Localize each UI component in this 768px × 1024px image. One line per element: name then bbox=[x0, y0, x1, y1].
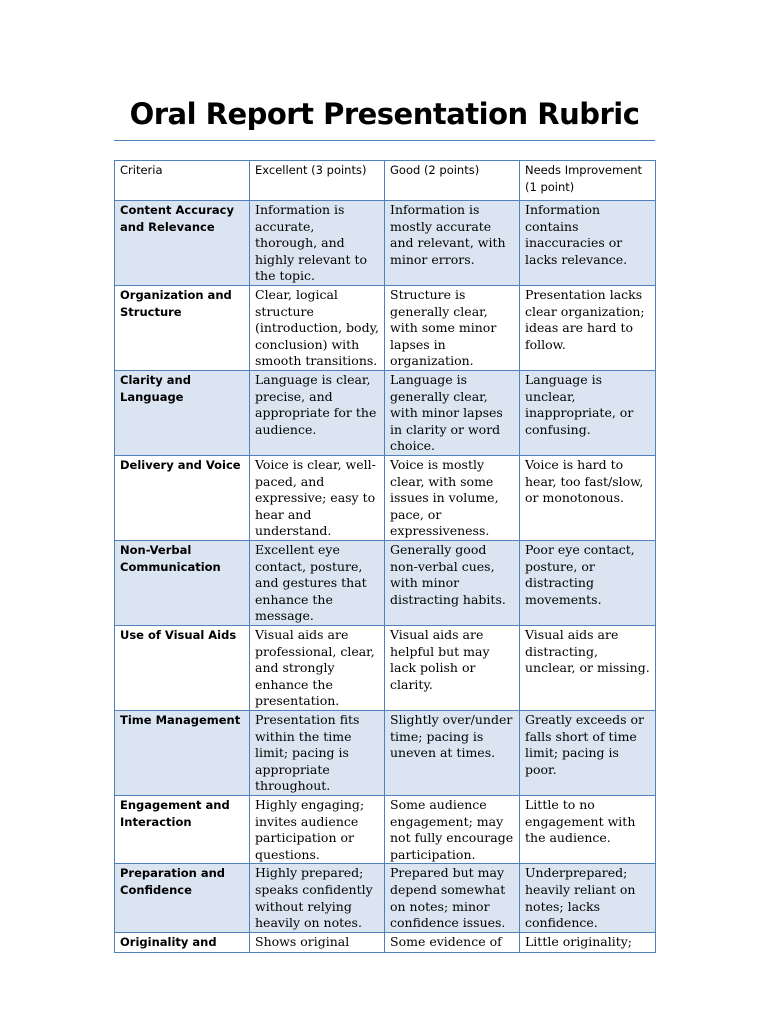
needs-improvement-cell: Information contains inaccuracies or lacks relevance. bbox=[520, 201, 656, 286]
criteria-cell: Content Accuracy and Relevance bbox=[115, 201, 250, 286]
criteria-cell: Use of Visual Aids bbox=[115, 625, 250, 710]
excellent-cell: Highly engaging; invites audience participation or questions. bbox=[250, 795, 385, 863]
table-row bbox=[115, 625, 656, 710]
needs-improvement-cell: Little originality; bbox=[520, 932, 656, 952]
good-cell: Language is generally clear, with minor lapses in clarity or word choice. bbox=[385, 370, 520, 455]
good-cell: Prepared but may depend somewhat on notes; minor confidence issues. bbox=[385, 864, 520, 932]
criteria-cell: Organization and Structure bbox=[115, 285, 250, 370]
good-cell: Visual aids are helpful but may lack polish or clarity. bbox=[385, 625, 520, 710]
column-header-good: Good (2 points) bbox=[385, 161, 520, 201]
excellent-cell: Language is clear, precise, and appropriate for the audience. bbox=[250, 370, 385, 455]
page-title: Oral Report Presentation Rubric bbox=[129, 97, 640, 131]
needs-improvement-cell: Greatly exceeds or falls short of time limit; pacing is poor. bbox=[520, 710, 656, 795]
table-row bbox=[115, 540, 656, 625]
table-header-row bbox=[115, 161, 656, 201]
needs-improvement-cell: Poor eye contact, posture, or distracting movements. bbox=[520, 540, 656, 625]
good-cell: Structure is generally clear, with some minor lapses in organization. bbox=[385, 285, 520, 370]
excellent-cell: Excellent eye contact, posture, and gestures that enhance the message. bbox=[250, 540, 385, 625]
good-cell: Information is mostly accurate and relevant, with minor errors. bbox=[385, 201, 520, 286]
excellent-cell: Highly prepared; speaks confidently without relying heavily on notes. bbox=[250, 864, 385, 932]
criteria-cell: Preparation and Confidence bbox=[115, 864, 250, 932]
column-header-excellent: Excellent (3 points) bbox=[250, 161, 385, 201]
title-underline bbox=[114, 140, 655, 141]
excellent-cell: Voice is clear, well-paced, and expressive; easy to hear and understand. bbox=[250, 455, 385, 540]
rubric-table-container bbox=[114, 160, 655, 949]
excellent-cell: Clear, logical structure (introduction, body, conclusion) with smooth transitions. bbox=[250, 285, 385, 370]
good-cell: Voice is mostly clear, with some issues in volume, pace, or expressiveness. bbox=[385, 455, 520, 540]
good-cell: Slightly over/under time; pacing is uneven at times. bbox=[385, 710, 520, 795]
criteria-cell: Clarity and Language bbox=[115, 370, 250, 455]
needs-improvement-cell: Visual aids are distracting, unclear, or missing. bbox=[520, 625, 656, 710]
excellent-cell: Shows original bbox=[250, 932, 385, 952]
table-row bbox=[115, 710, 656, 795]
column-header-criteria: Criteria bbox=[115, 161, 250, 201]
needs-improvement-cell: Little to no engagement with the audience. bbox=[520, 795, 656, 863]
rubric-table bbox=[114, 160, 656, 953]
criteria-cell: Delivery and Voice bbox=[115, 455, 250, 540]
table-row bbox=[115, 455, 656, 540]
criteria-cell: Engagement and Interaction bbox=[115, 795, 250, 863]
needs-improvement-cell: Voice is hard to hear, too fast/slow, or monotonous. bbox=[520, 455, 656, 540]
good-cell: Some evidence of bbox=[385, 932, 520, 952]
needs-improvement-cell: Underprepared; heavily reliant on notes; lacks confidence. bbox=[520, 864, 656, 932]
column-header-needs-improvement: Needs Improvement (1 point) bbox=[520, 161, 656, 201]
table-row bbox=[115, 795, 656, 863]
table-row bbox=[115, 370, 656, 455]
table-row bbox=[115, 285, 656, 370]
needs-improvement-cell: Language is unclear, inappropriate, or confusing. bbox=[520, 370, 656, 455]
good-cell: Generally good non-verbal cues, with minor distracting habits. bbox=[385, 540, 520, 625]
table-row bbox=[115, 201, 656, 286]
criteria-cell: Non-Verbal Communication bbox=[115, 540, 250, 625]
table-row bbox=[115, 932, 656, 952]
needs-improvement-cell: Presentation lacks clear organization; ideas are hard to follow. bbox=[520, 285, 656, 370]
criteria-cell: Time Management bbox=[115, 710, 250, 795]
criteria-cell: Originality and bbox=[115, 932, 250, 952]
excellent-cell: Visual aids are professional, clear, and strongly enhance the presentation. bbox=[250, 625, 385, 710]
excellent-cell: Presentation fits within the time limit; pacing is appropriate throughout. bbox=[250, 710, 385, 795]
good-cell: Some audience engagement; may not fully encourage participation. bbox=[385, 795, 520, 863]
table-row bbox=[115, 864, 656, 932]
excellent-cell: Information is accurate, thorough, and highly relevant to the topic. bbox=[250, 201, 385, 286]
